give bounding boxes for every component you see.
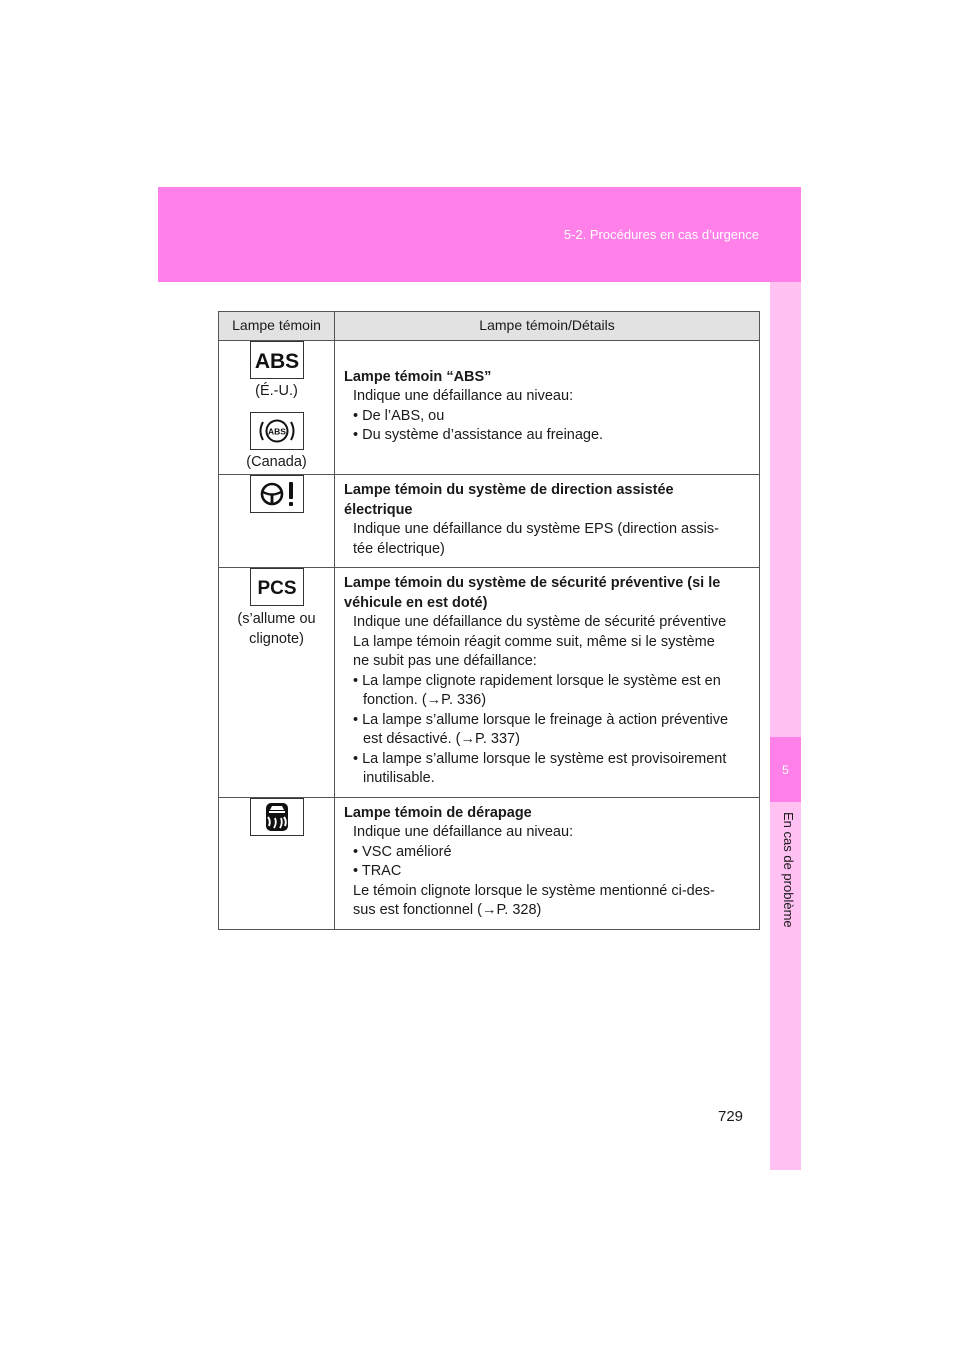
entry-title: Lampe témoin du système de direction assistée [344, 482, 674, 498]
desc-line: ne subit pas une défaillance: [353, 653, 537, 669]
detail-cell [335, 797, 760, 929]
bullet-line: • La lampe s’allume lorsque le freinage à action préventive [353, 711, 729, 728]
chapter-title: En cas de problème [781, 812, 796, 928]
table-row [219, 568, 760, 798]
svg-text:ABS: ABS [267, 426, 286, 436]
page-number: 729 [718, 1108, 744, 1125]
pcs-text-icon [250, 568, 304, 606]
column-header-lamp: Lampe témoin [219, 312, 335, 341]
bullet-line: • Du système d’assistance au freinage. [353, 427, 604, 443]
skid-car-icon [250, 798, 304, 836]
icon-caption: (s’allume ou [237, 611, 316, 627]
detail-cell [335, 341, 760, 475]
svg-text:PCS: PCS [256, 578, 297, 599]
icon-cell [219, 797, 335, 929]
abs-text-icon [250, 341, 304, 379]
bullet-continuation: est désactivé. (→P. 337) [363, 731, 520, 747]
detail-cell [335, 568, 760, 798]
desc-line: sus est fonctionnel (→P. 328) [353, 902, 542, 918]
icon-caption: (É.-U.) [255, 383, 298, 399]
abs-text-graphic [254, 346, 300, 374]
detail-cell [335, 475, 760, 568]
table-row [219, 341, 760, 475]
bullet-line: • VSC amélioré [353, 843, 452, 860]
svg-text:ABS: ABS [254, 350, 299, 373]
pcs-text-graphic [254, 573, 300, 601]
icon-cell [219, 475, 335, 568]
section-label: 5-2. Procédures en cas d’urgence [563, 227, 759, 242]
bullet-line: • TRAC [353, 863, 402, 879]
abs-circle-graphic [254, 415, 300, 447]
abs-circle-icon [250, 412, 304, 450]
indicator-table [218, 311, 760, 930]
skid-car-graphic [254, 801, 300, 833]
bullet-continuation: fonction. (→P. 336) [363, 692, 487, 708]
bullet-line: • La lampe s’allume lorsque le système est provisoirement [353, 750, 727, 767]
desc-line: Indique une défaillance au niveau: [353, 824, 574, 840]
steering-warning-icon [250, 475, 304, 513]
entry-title: Lampe témoin de dérapage [344, 804, 532, 821]
entry-title: véhicule en est doté) [344, 594, 488, 611]
steering-warning-graphic [254, 478, 300, 510]
desc-line: La lampe témoin réagit comme suit, même si le système [353, 633, 715, 650]
header-band [158, 187, 801, 282]
desc-line: Indique une défaillance du système de sécurité préventive [353, 614, 727, 630]
chapter-tab[interactable]: 5 [770, 737, 801, 802]
entry-title: Lampe témoin du système de sécurité préventive (si le [344, 575, 721, 591]
column-header-details: Lampe témoin/Détails [335, 312, 760, 341]
desc-line: Indique une défaillance du système EPS (direction assis- [353, 521, 719, 537]
icon-caption: clignote) [249, 630, 304, 647]
table-row [219, 797, 760, 929]
bullet-line: • De l’ABS, ou [353, 407, 445, 424]
bullet-continuation: inutilisable. [363, 770, 435, 786]
bullet-line: • La lampe clignote rapidement lorsque le système est en [353, 672, 721, 689]
table-header-row [219, 312, 760, 341]
desc-line: tée électrique) [353, 540, 445, 557]
desc-line: Le témoin clignote lorsque le système mentionné ci-des- [353, 882, 715, 899]
icon-cell [219, 568, 335, 798]
desc-line: Indique une défaillance au niveau: [353, 388, 574, 404]
icon-cell [219, 341, 335, 475]
icon-caption: (Canada) [246, 453, 307, 470]
entry-title: Lampe témoin “ABS” [344, 368, 492, 385]
table-row [219, 475, 760, 568]
side-strip [770, 282, 801, 1170]
entry-title: électrique [344, 501, 413, 518]
